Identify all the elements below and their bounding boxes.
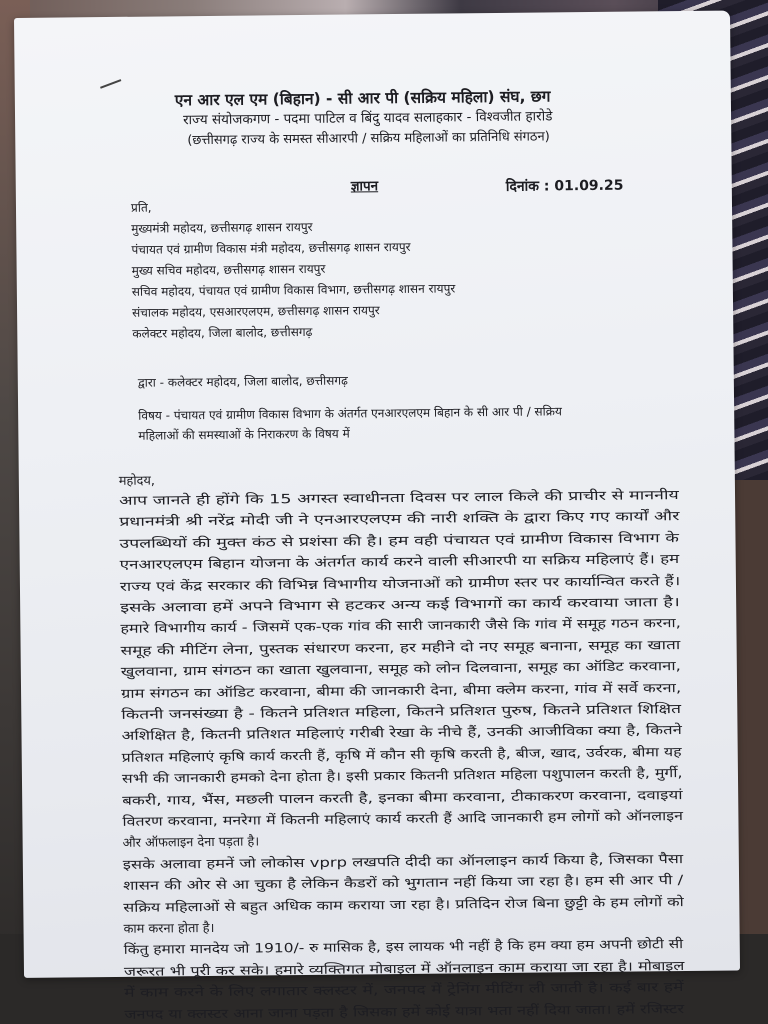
recipient-line: प्रति,: [130, 200, 152, 215]
recipient-line: कलेक्टर महोदय, जिला बालोद, छत्तीसगढ़: [132, 324, 313, 341]
recipient-line: संचालक महोदय, एसआरएलएम, छत्तीसगढ़ शासन रायपुर: [132, 303, 380, 320]
body-line: हमारे विभागीय कार्य - जिसमें एक-एक गांव की सारी जानकारी जैसे कि गांव में समूह गठन करना,: [120, 616, 681, 638]
body-line: आप जानते ही होंगे कि 15 अगस्त स्वाधीनता दिवस पर लाल किले की प्राचीर से माननीय: [118, 488, 679, 509]
memorandum-paper: [14, 11, 740, 1023]
header-coordinators: राज्य संयोजकगण - पदमा पाटिल व बिंदु यादव सलाहकार - विश्वजीत हारोडे: [182, 108, 553, 129]
document-title: ज्ञापन: [350, 178, 379, 195]
body-line: प्रतिशत महिलाएं कृषि कार्य करती हैं, कृषि में कौन सी कृषि करती है, बीज, खाद, उर्वरक, बीमा यह: [121, 744, 682, 766]
body-line: एनआरएलएम बिहान योजना के अंतर्गत कार्य करने वाली सीआरपी या सक्रिय महिलाएं हैं। हम: [119, 552, 680, 574]
body-line: अशिक्षित है, कितनी प्रतिशत महिलाएं गरीबी रेखा के नीचे हैं, उनकी आजीविका क्या है, कितने: [121, 723, 682, 745]
body-line: जनपद या क्लस्टर आना जाना पड़ता है जिसका हमें कोई यात्रा भता नहीं दिया जाता। हमें रजिस्टर: [124, 1001, 685, 1023]
recipient-line: पंचायत एवं ग्रामीण विकास मंत्री महोदय, छत्तीसगढ़ शासन रायपुर: [131, 239, 411, 257]
subject-line: विषय - पंचायत एवं ग्रामीण विकास विभाग के अंतर्गत एनआरएलएम बिहान के सी आर पी / सक्रिय: [138, 404, 563, 423]
header-representation: (छत्तीसगढ़ राज्य के समस्त सीआरपी / सक्रिय महिलाओं का प्रतिनिधि संगठन): [187, 129, 550, 149]
body-line: जरूरत भी पूरी कर सके। हमारे व्यक्तिगत मोबाइल में ऑनलाइन काम कराया जा रहा है। मोबाइल: [123, 958, 685, 980]
body-line: और ऑफलाइन देना पड़ता है।: [122, 834, 260, 852]
body-line: समूह की मीटिंग लेना, पुस्तक संधारण करना, हर महीने दो नए समूह बनाना, समूह का खाता: [120, 637, 681, 659]
body-line: ग्राम संगठन का ऑडिट करवाना, बीमा की जानकारी देना, बीमा क्लेम करना, गांव में सर्वे करना,: [121, 680, 682, 702]
salutation: महोदय,: [118, 473, 155, 489]
body-line: उपलब्धियों की मुक्त कंठ से प्रशंसा की है। हम वही पंचायत एवं ग्रामीण विकास विभाग के: [119, 530, 679, 552]
body-line: वितरण करवाना, मनरेगा में कितनी महिलाएं कार्य करती हैं आदि जानकारी हम लोगों को ऑनलाइन: [122, 809, 684, 830]
body-line: सक्रिय महिलाओं से बहुत अधिक काम कराया जा रहा है। प्रतिदिन रोज बिना छुट्टी के हम लोगों को: [123, 894, 684, 916]
body-line: बकरी, गाय, भैंस, मछली पालन करती है, इनका बीमा करवाना, टीकाकरण करवाना, दवाइयां: [122, 787, 683, 809]
document-content: [118, 83, 685, 1023]
recipient-line: मुख्यमंत्री महोदय, छत्तीसगढ़ शासन रायपुर: [131, 219, 313, 236]
recipient-line: सचिव महोदय, पंचायत एवं ग्रामीण विकास विभाग, छत्तीसगढ़ शासन रायपुर: [131, 281, 456, 299]
subject-line: महिलाओं की समस्याओं के निराकरण के विषय में: [138, 426, 350, 443]
body-line: सभी की जानकारी हमको देना होता है। इसी प्रकार कितनी प्रतिशत महिला पशुपालन करती है, मुर्गी,: [121, 766, 683, 788]
body-line: इसके अलावा हमें अपने विभाग से हटकर अन्य कई विभागों का कार्य करवाया जाता है।: [120, 595, 680, 616]
body-line: में काम करने के लिए लगातार क्लस्टर में, जनपद में ट्रेनिंग मीटिंग ली जाती है। कई बार हमें: [124, 980, 684, 1002]
body-line: राज्य एवं केंद्र सरकार की विभिन्न विभागीय योजनाओं को ग्रामीण स्तर पर कार्यान्वित करते हैं।: [119, 573, 681, 595]
body-line: इसके अलावा हमनें जो लोकोस vprp लखपति दीदी का ऑनलाइन कार्य किया है, जिसका पैसा: [122, 851, 684, 873]
body-line: प्रधानमंत्री श्री नरेंद्र मोदी जी ने एनआरएलएम की नारी शक्ति के द्वारा किए गए कार्यों और: [119, 509, 680, 531]
body-line: कितनी जनसंख्या है - कितने प्रतिशत महिला, कितने प्रतिशत पुरुष, कितने प्रतिशत शिक्षित: [121, 702, 682, 723]
body-line: किंतु हमारा मानदेय जो 1910/- रु मासिक है, इस लायक भी नहीं है कि हम क्या हम अपनी छोटी सी: [123, 937, 684, 959]
document-date: दिनांक : 01.09.25: [505, 177, 624, 195]
pen-mark: [100, 79, 121, 89]
body-line: शासन की ओर से आ चुका है लेकिन कैडरों को भुगतान नहीं किया जा रहा है। हम सी आर पी /: [123, 873, 684, 895]
body-line: काम करना होता है।: [123, 920, 215, 937]
body-line: खुलवाना, ग्राम संगठन का खाता खुलवाना, समूह को लोन दिलवाना, समूह का ऑडिट करवाना,: [120, 659, 681, 681]
via-line: द्वारा - कलेक्टर महोदय, जिला बालोद, छत्तीसगढ़: [137, 373, 348, 390]
recipient-line: मुख्य सचिव महोदय, छत्तीसगढ़ शासन रायपुर: [131, 261, 326, 278]
header-organization: एन आर एल एम (बिहान) - सी आर पी (सक्रिय महिला) संघ, छग: [174, 87, 551, 110]
